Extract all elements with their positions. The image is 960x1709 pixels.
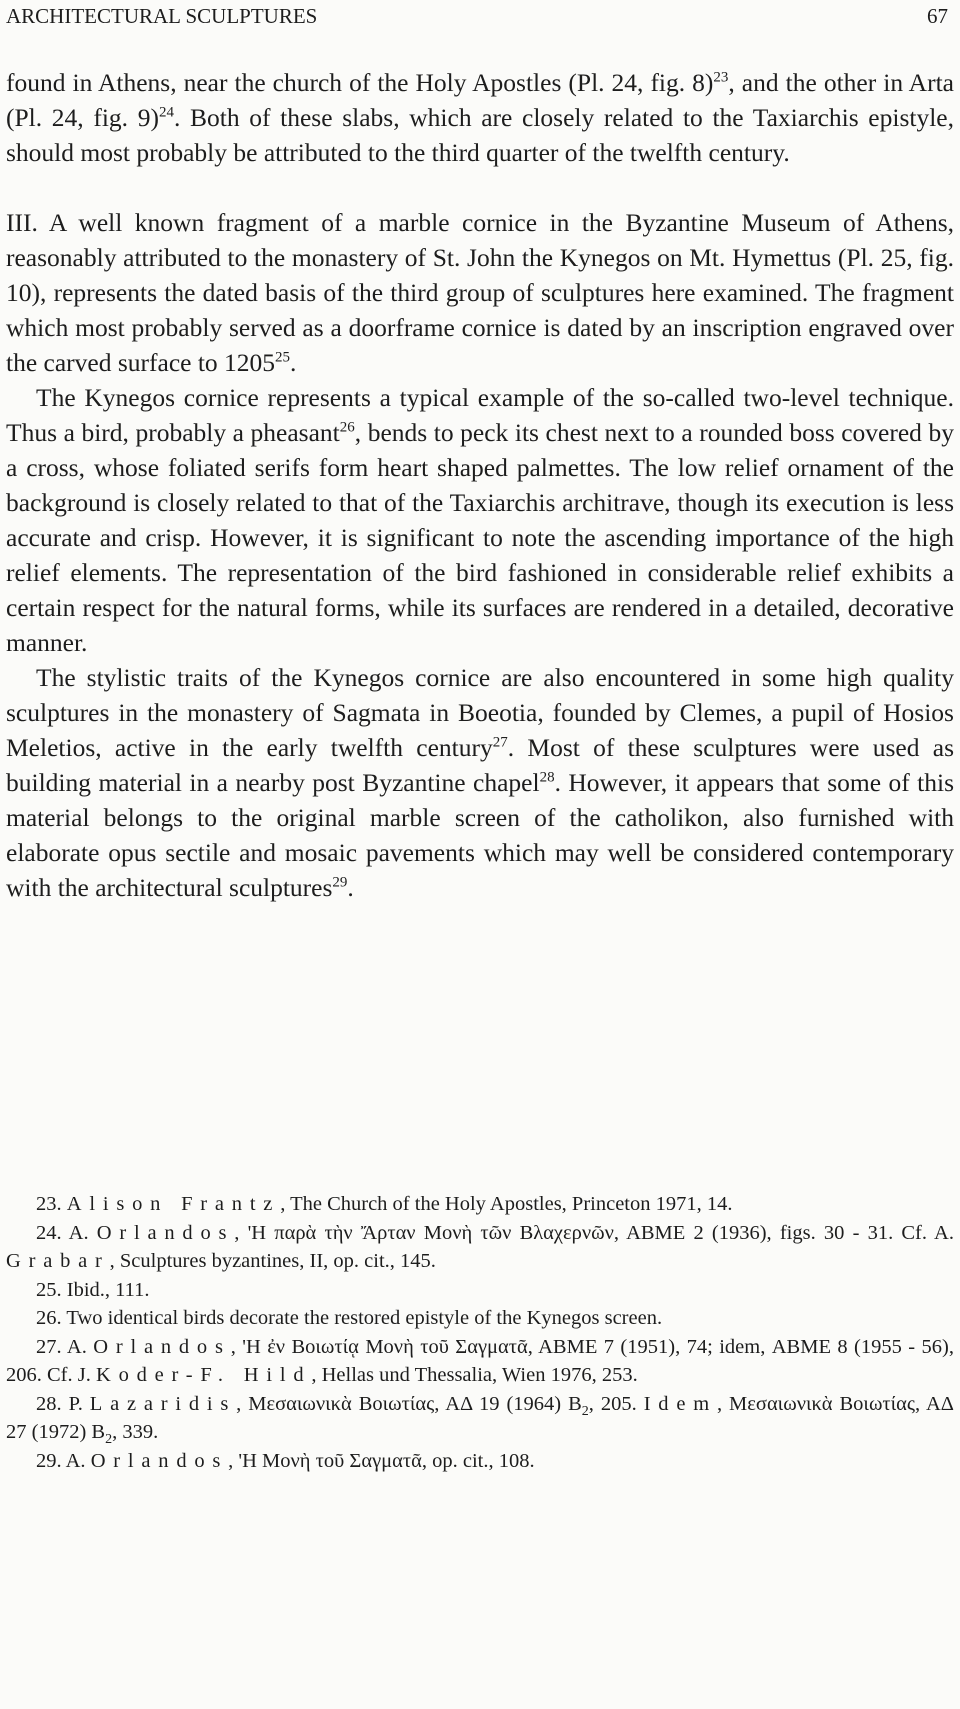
running-header xyxy=(6,2,948,32)
paragraph-4: The stylistic traits of the Kynegos cornice are also encountered in some high quality sculptures in the monastery of Sagmata in Boeotia, founded by Clemes, a pupil of Hosios Meletios, active in the early twelfth century$^{27}$. Most of these sculptures were used as building material in a nearby post Byzantine chapel$^{28}$. However, it appears that some of this material belongs to the original marble screen of the catholikon, also furnished with elaborate opus sectile and mosaic pavements which may well be considered contemporary with the architectural sculptures$^{29}$. xyxy=(6,663,954,902)
page-number: 67 xyxy=(927,4,948,28)
footnotes xyxy=(6,1190,954,1475)
footnote-29: 29. A. Orlandos, 'Η Μονὴ τοῦ Σαγματᾶ, op. cit., 108. xyxy=(36,1449,535,1472)
paragraph-2: III. A well known fragment of a marble cornice in the Byzantine Museum of Athens, reasonably attributed to the monastery of St. John the Kynegos on Mt. Hymettus (Pl. 25, fig. 10), represents the dated basis of the third group of sculptures here examined. The fragment which most probably served as a doorframe cornice is dated by an inscription engraved over the carved surface to 1205$^{25}$. xyxy=(6,208,954,377)
main-text xyxy=(6,65,954,905)
running-title: ARCHITECTURAL SCULPTURES xyxy=(6,4,318,28)
footnote-ref-25: 25 xyxy=(275,349,291,366)
footnote-ref-23: 23 xyxy=(713,69,729,86)
footnote-ref-27: 27 xyxy=(492,734,508,751)
paragraph-1: found in Athens, near the church of the Holy Apostles (Pl. 24, fig. 8)$^{23}$, and the other in Arta (Pl. 24, fig. 9)$^{24}$. Both of these slabs, which are closely related to the Taxiarchis epistyle, should most probably be attributed to the third quarter of the twelfth century. xyxy=(6,68,954,167)
footnote-ref-26: 26 xyxy=(339,419,355,436)
footnote-27: 27. A. Orlandos, 'Η ἐν Βοιωτίᾳ Μονὴ τοῦ Σαγματᾶ, ΑΒΜΕ 7 (1951), 74; idem, ΑΒΜΕ 8 (1955 - 56), 206. Cf. J. Koder-F. Hild, Hellas und Thessalia, Wien 1976, 253. xyxy=(6,1335,954,1386)
footnote-24: 24. A. Orlandos, 'Η παρὰ τὴν Ἄρταν Μονὴ τῶν Βλαχερνῶν, ΑΒΜΕ 2 (1936), figs. 30 - 31. Cf. A. Grabar, Sculptures byzantines, II, op. cit., 145. xyxy=(6,1221,954,1272)
footnote-23: 23. Alison Frantz, The Church of the Holy Apostles, Princeton 1971, 14. xyxy=(36,1193,733,1215)
footnote-25: 25. Ibid., 111. xyxy=(36,1278,150,1301)
footnote-ref-28: 28 xyxy=(539,769,555,786)
footnote-ref-29: 29 xyxy=(332,874,348,891)
footnote-26: 26. Two identical birds decorate the restored epistyle of the Kynegos screen. xyxy=(36,1307,663,1329)
footnote-28: 28. P. Lazaridis, Μεσαιωνικὰ Βοιωτίας, ΑΔ 19 (1964) $B_2$, 205. Idem, Μεσαιωνικὰ Βοιωτίας, ΑΔ 27 (1972) $B_2$, 339. xyxy=(6,1392,954,1448)
paragraph-3: The Kynegos cornice represents a typical example of the so-called two-level technique. Thus a bird, probably a pheasant$^{26}$, bends to peck its chest next to a rounded boss covered by a cross, whose foliated serifs form heart shaped palmettes. The low relief ornament of the background is closely related to that of the Taxiarchis architrave, though its execution is less accurate and crisp. However, it is significant to note the ascending importance of the high relief elements. The representation of the bird fashioned in considerable relief exhibits a certain respect for the natural forms, while its surfaces are rendered in a detailed, decorative manner. xyxy=(6,383,954,657)
footnote-ref-24: 24 xyxy=(158,104,174,121)
